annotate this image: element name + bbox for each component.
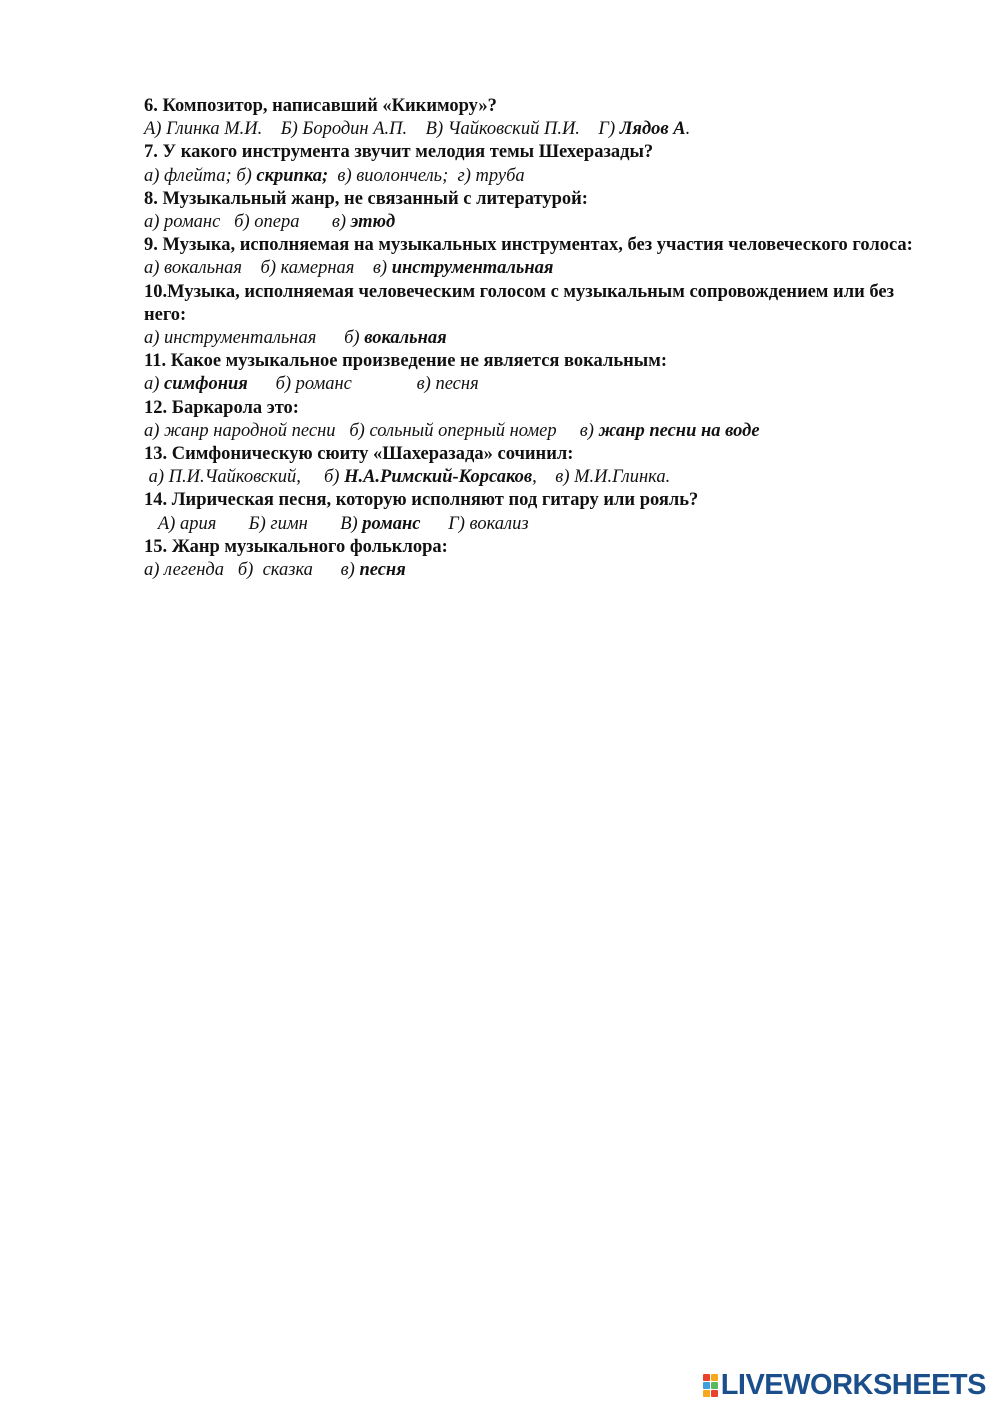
answer-text: а) жанр народной песни б) сольный оперный номер в) <box>144 420 599 441</box>
question-13: 13. Симфоническую сюиту «Шахеразада» сочинил: <box>144 444 574 465</box>
question-10: 10.Музыка, исполняемая человеческим голосом с музыкальным сопровождением или без него: <box>144 281 895 325</box>
logo-tile <box>703 1390 710 1397</box>
question-8: 8. Музыкальный жанр, не связанный с литературой: <box>144 188 588 209</box>
answer-text: б) романс в) песня <box>247 374 479 395</box>
answer-text: а) <box>144 374 165 395</box>
correct-answer: инструментальная <box>391 258 554 279</box>
correct-answer: этюд <box>350 212 396 233</box>
answer-text: а) романс б) опера в) <box>144 212 351 233</box>
answer-text: а) флейта; б) <box>144 165 257 186</box>
logo-text: LIVEWORKSHEETS <box>720 1369 986 1401</box>
answer-text: а) легенда б) сказка в) <box>144 560 360 581</box>
correct-answer: симфония <box>164 374 248 395</box>
logo-tile <box>711 1374 718 1381</box>
question-15: 15. Жанр музыкального фольклора: <box>144 536 448 557</box>
liveworksheets-logo <box>703 1369 986 1402</box>
answer-options-9 <box>144 257 934 280</box>
correct-answer: жанр песни на воде <box>598 420 760 441</box>
answer-text: Г) вокализ <box>420 513 529 534</box>
answer-options-14 <box>144 513 934 536</box>
answer-options-8 <box>144 211 934 234</box>
logo-mark-icon <box>703 1374 718 1397</box>
question-6: 6. Композитор, написавший «Кикимору»? <box>144 96 497 116</box>
question-7: 7. У какого инструмента звучит мелодия темы Шехеразады? <box>144 142 654 163</box>
correct-answer: Лядов А <box>619 119 686 140</box>
answer-text: а) П.И.Чайковский, б) <box>144 467 345 488</box>
answer-options-15 <box>144 559 934 582</box>
answer-text: . <box>685 119 691 140</box>
question-12: 12. Баркарола это: <box>144 397 299 418</box>
answer-text: А) ария Б) гимн В) <box>144 513 363 534</box>
question-11: 11. Какое музыкальное произведение не является вокальным: <box>144 351 667 372</box>
answer-text: в) виолончель; г) труба <box>328 165 525 186</box>
question-9: 9. Музыка, исполняемая на музыкальных инструментах, без участия человеческого голоса: <box>144 235 913 256</box>
question-14: 14. Лирическая песня, которую исполняют под гитару или рояль? <box>144 490 699 511</box>
answer-text: , в) М.И.Глинка. <box>532 467 671 488</box>
worksheet-content <box>144 95 934 582</box>
correct-answer: вокальная <box>364 328 447 349</box>
logo-tile <box>703 1374 710 1381</box>
logo-tile <box>711 1390 718 1397</box>
answer-options-11 <box>144 373 934 396</box>
answer-options-10 <box>144 327 934 350</box>
logo-tile <box>703 1382 710 1389</box>
correct-answer: песня <box>359 560 406 581</box>
correct-answer: Н.А.Римский-Корсаков <box>344 467 533 488</box>
answer-text: а) вокальная б) камерная в) <box>144 258 392 279</box>
answer-options-12 <box>144 420 934 443</box>
answer-options-7 <box>144 165 934 188</box>
logo-tile <box>711 1382 718 1389</box>
answer-options-13 <box>144 466 934 489</box>
correct-answer: романс <box>362 513 421 534</box>
answer-options-6 <box>144 118 934 141</box>
answer-text: А) Глинка М.И. Б) Бородин А.П. В) Чайковский П.И. Г) <box>144 119 620 140</box>
answer-text: а) инструментальная б) <box>144 328 365 349</box>
correct-answer: скрипка; <box>256 165 329 186</box>
